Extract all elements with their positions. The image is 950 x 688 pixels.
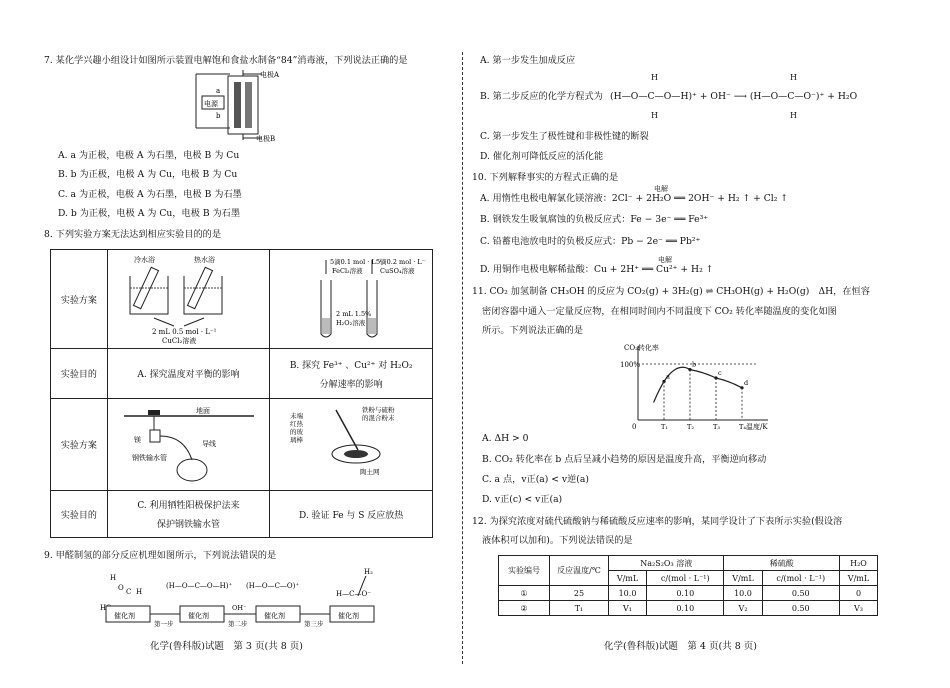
q8-goal-c-line2: 保护钢铁输水管: [157, 520, 221, 530]
q8-sol-label: 2 mL 0.5 mol · L⁻¹: [151, 327, 216, 336]
q9-o-1: O: [118, 584, 124, 592]
q9b-h-top-2: H: [790, 73, 797, 82]
q7-electrode-a: 电极A: [260, 71, 280, 79]
q11-option-b: B. CO₂ 转化率在 b 点后呈减小趋势的原因是温度升高，平衡逆向移动: [482, 454, 767, 465]
q9-cat-2: 催化剂: [188, 612, 209, 620]
q12-cell: 0: [839, 586, 877, 601]
q8-d-label-3: 的玻: [290, 428, 304, 436]
q12-table: [498, 555, 878, 616]
q8-goal-b: [270, 349, 433, 399]
q11-stem-2: 密闭容器中通入一定量反应物，在相同时间内不同温度下 CO₂ 转化率随温度的变化如图: [482, 306, 837, 317]
q8-h2o2-label-2: H₂O₂溶液: [336, 318, 366, 327]
q12-cell: 10.0: [609, 586, 647, 601]
q7-option-d: D. b 为正极，电极 A 为 Cu，电极 B 为石墨: [58, 208, 241, 219]
q7-figure: [190, 68, 300, 142]
chart-origin: 0: [632, 423, 637, 430]
q8-table: [50, 249, 433, 538]
q9-oh: OH⁻: [232, 604, 247, 612]
q10-option-a: A. 用惰性电极电解氯化镁溶液：2Cl⁻ + 2H₂O ══ 2OH⁻ + H₂ ↑ + Cl₂ ↑: [480, 193, 788, 204]
q8-cold-label: 冷水浴: [133, 255, 155, 264]
q9-h-3: H: [100, 604, 107, 612]
q8-d-net-label: 陶土网: [360, 468, 380, 476]
q12-sub-0: V/mL: [609, 571, 647, 586]
q7-a-label: a: [216, 87, 221, 95]
q11-option-c: C. a 点，v正(a) < v逆(a): [482, 474, 589, 485]
q7-power-label: 电源: [204, 100, 218, 108]
chart-ytick-100: 100%: [620, 361, 641, 369]
q7-option-a: A. a 为正极，电极 A 为石墨，电极 B 为 Cu: [58, 150, 240, 161]
q7-option-b: B. b 为正极，电极 A 为 Cu，电极 B 为 Cu: [58, 169, 238, 180]
q8-stem: 8. 下列实验方案无法达到相应实验目的的是: [44, 229, 222, 240]
page-divider: [462, 52, 463, 664]
q12-cell: 0.10: [647, 601, 724, 616]
q8-goal-a: A. 探究温度对平衡的影响: [107, 349, 270, 399]
q9-option-c: C. 第一步发生了极性键和非极性键的断裂: [480, 131, 649, 142]
q11-option-d: D. v正(c) < v正(a): [482, 494, 563, 505]
q9-m3: (H—O—C—O)⁺: [246, 582, 300, 590]
q12-h-no: 实验编号: [499, 556, 550, 586]
footer-page-3: 化学(鲁科版)试题 第 3 页(共 8 页): [150, 641, 303, 652]
chart-xtick-0: T₁: [661, 423, 668, 430]
q11-stem-3: 所示。下列说法正确的是: [482, 325, 584, 336]
q9b-h-bot-1: H: [651, 111, 658, 120]
q10-electro-a: 电解: [654, 185, 668, 193]
q8-wire-label: 导线: [201, 440, 216, 448]
q7-option-c: C. a 为正极，电极 A 为石墨，电极 B 为石墨: [58, 189, 242, 200]
q8-fig-d: [276, 400, 426, 486]
page-4: [468, 0, 950, 688]
q8-fig-a: [114, 252, 264, 344]
chart-xtick-2: T₃: [713, 423, 720, 430]
q9-m4: H—C—O⁻: [336, 590, 371, 598]
q12-cell: 0.50: [762, 586, 839, 601]
q11-stem-1: 11. CO₂ 加氢制备 CH₃OH 的反应为 CO₂(g) + 3H₂(g) ⇌ CH₃OH(g) + H₂O(g) ΔH，在恒容: [472, 286, 870, 297]
q12-cell: 0.10: [647, 586, 724, 601]
q12-sub-1: c/(mol · L⁻¹): [647, 571, 724, 586]
q8-fig-d-cell: [270, 399, 433, 491]
q12-h-water: H₂O: [839, 556, 877, 571]
q7-stem: 7. 某化学兴趣小组设计如图所示装置电解饱和食盐水制备“84”消毒液，下列说法正确的是: [44, 55, 408, 66]
q8-h2o2-label: 2 mL 1.5%: [336, 309, 372, 318]
q9b-h-bot-2: H: [790, 111, 797, 120]
q9-h-2: H: [136, 588, 143, 596]
q7-b-label: b: [216, 112, 221, 120]
chart-xtick-1: T₂: [687, 423, 694, 430]
table-row: [499, 601, 878, 616]
q12-h-na: Na₂S₂O₃ 溶液: [609, 556, 724, 571]
q10-option-d: D. 用铜作电极电解稀盐酸：Cu + 2H⁺ ══ Cu²⁺ + H₂ ↑: [480, 264, 714, 275]
q8-d-label-4: 璃棒: [290, 436, 304, 444]
q9-step-3: 第三步: [304, 620, 324, 628]
q9-stem: 9. 甲醛制氢的部分反应机理如图所示，下列说法错误的是: [44, 550, 277, 561]
q10-option-b: B. 钢铁发生吸氧腐蚀的负极反应式：Fe − 3e⁻ ══ Fe³⁺: [480, 214, 709, 225]
q8-fig-b-cell: [270, 250, 433, 349]
chart-point-label-d: d: [744, 378, 749, 387]
q8-plan-label-1: 实验方案: [51, 250, 108, 349]
q9-option-b-equation: (H—O—C—O—H)⁺ + OH⁻ ⟶ (H—O—C—O⁻)⁺ + H₂O: [610, 91, 858, 102]
q12-sub-3: c/(mol · L⁻¹): [762, 571, 839, 586]
q9-option-a: A. 第一步发生加成反应: [480, 55, 576, 66]
q9-cat-4: 催化剂: [338, 612, 359, 620]
q8-ground-label: 地面: [195, 407, 210, 415]
q9-cat-1: 催化剂: [114, 612, 135, 620]
chart-xtick-3: T₄: [739, 423, 746, 430]
q9-h-1: H: [110, 574, 117, 582]
q9-option-b-prefix: B. 第二步反应的化学方程式为: [480, 91, 603, 102]
q8-fig-c: [114, 400, 264, 486]
q12-cell: 10.0: [724, 586, 762, 601]
q12-cell: ②: [499, 601, 550, 616]
q8-fig-a-cell: [107, 250, 270, 349]
q8-mg-label: 镁: [133, 436, 141, 444]
q12-cell: ①: [499, 586, 550, 601]
q9-step-2: 第二步: [228, 620, 248, 628]
q8-goal-b-line2: 分解速率的影响: [319, 379, 383, 390]
q8-goal-d: D. 验证 Fe 与 S 反应放热: [270, 491, 433, 538]
q11-chart: [618, 340, 778, 430]
q8-fecl3-label: 5滴0.1 mol · L⁻¹: [330, 257, 382, 266]
q12-h-temp: 反应温度/℃: [550, 556, 609, 586]
q9-cat-3: 催化剂: [264, 612, 285, 620]
q8-fig-c-cell: [107, 399, 270, 491]
q8-fig-b: [276, 252, 426, 344]
q12-cell: V₂: [724, 601, 762, 616]
q8-plan-label-2: 实验方案: [51, 399, 108, 491]
q8-sol-label-2: CuCl₂溶液: [161, 336, 196, 344]
q12-stem-1: 12. 为探究浓度对硫代硫酸钠与稀硫酸反应速率的影响，某同学设计了下表所示实验(假设溶: [472, 516, 843, 527]
q11-option-a: A. ΔH > 0: [482, 433, 529, 444]
q12-cell: 25: [550, 586, 609, 601]
table-row: [499, 586, 878, 601]
chart-xlabel: 温度/K: [746, 423, 768, 430]
q9-h2: H₂: [364, 568, 373, 576]
q12-stem-2: 液体积可以加和)。下列说法错误的是: [482, 535, 633, 546]
q8-goal-c: [107, 491, 270, 538]
chart-point-label-c: c: [718, 369, 722, 377]
q9b-h-top-1: H: [651, 73, 658, 82]
chart-ylabel: CO₂转化率: [624, 344, 659, 352]
page-3: [0, 0, 468, 688]
q8-pipe-label: 钢铁输水管: [131, 454, 167, 462]
q9-option-d: D. 催化剂可降低反应的活化能: [480, 151, 604, 162]
q7-electrode-b: 电极B: [256, 135, 276, 142]
q9-step-1: 第一步: [154, 620, 174, 628]
q9-mechanism: [96, 566, 406, 628]
q12-h-acid: 稀硫酸: [724, 556, 839, 571]
q12-cell: T₁: [550, 601, 609, 616]
q8-goal-c-line1: C. 利用牺牲阳极保护法来: [137, 501, 240, 511]
q8-d-label-1: 未端: [290, 412, 304, 420]
q8-cuso4-label-2: CuSO₄溶液: [380, 266, 415, 275]
q8-cuso4-label: 5滴0.2 mol · L⁻¹: [376, 257, 427, 266]
q9-c-1: C: [126, 588, 132, 596]
q8-d-label-2: 红热: [290, 420, 304, 428]
chart-point-label-b: b: [692, 360, 697, 369]
q12-cell: V₁: [609, 601, 647, 616]
q12-sub-4: V/mL: [839, 571, 877, 586]
q8-hot-label: 热水浴: [193, 255, 215, 264]
q8-fecl3-label-2: FeCl₃溶液: [332, 266, 363, 275]
q8-goal-b-line1: B. 探究 Fe³⁺ 、Cu²⁺ 对 H₂O₂: [289, 360, 413, 371]
q8-goal-label-2: 实验目的: [51, 491, 108, 538]
q9-m2: (H—O—C—O—H)⁺: [166, 582, 233, 590]
q12-sub-2: V/mL: [724, 571, 762, 586]
q8-d-mix-label: 铁粉与硫粉: [362, 406, 395, 414]
q8-d-mix-label-2: 的混合粉末: [362, 414, 395, 422]
q10-stem: 10. 下列解释事实的方程式正确的是: [472, 172, 619, 183]
q8-goal-label-1: 实验目的: [51, 349, 108, 399]
q10-electro-d: 电解: [658, 256, 672, 264]
chart-point-label-a: a: [666, 372, 670, 381]
q12-cell: 0.50: [762, 601, 839, 616]
q10-option-c: C. 铅蓄电池放电时的负极反应式：Pb − 2e⁻ ══ Pb²⁺: [480, 236, 701, 247]
footer-page-4: 化学(鲁科版)试题 第 4 页(共 8 页): [604, 641, 757, 652]
q12-cell: V₃: [839, 601, 877, 616]
